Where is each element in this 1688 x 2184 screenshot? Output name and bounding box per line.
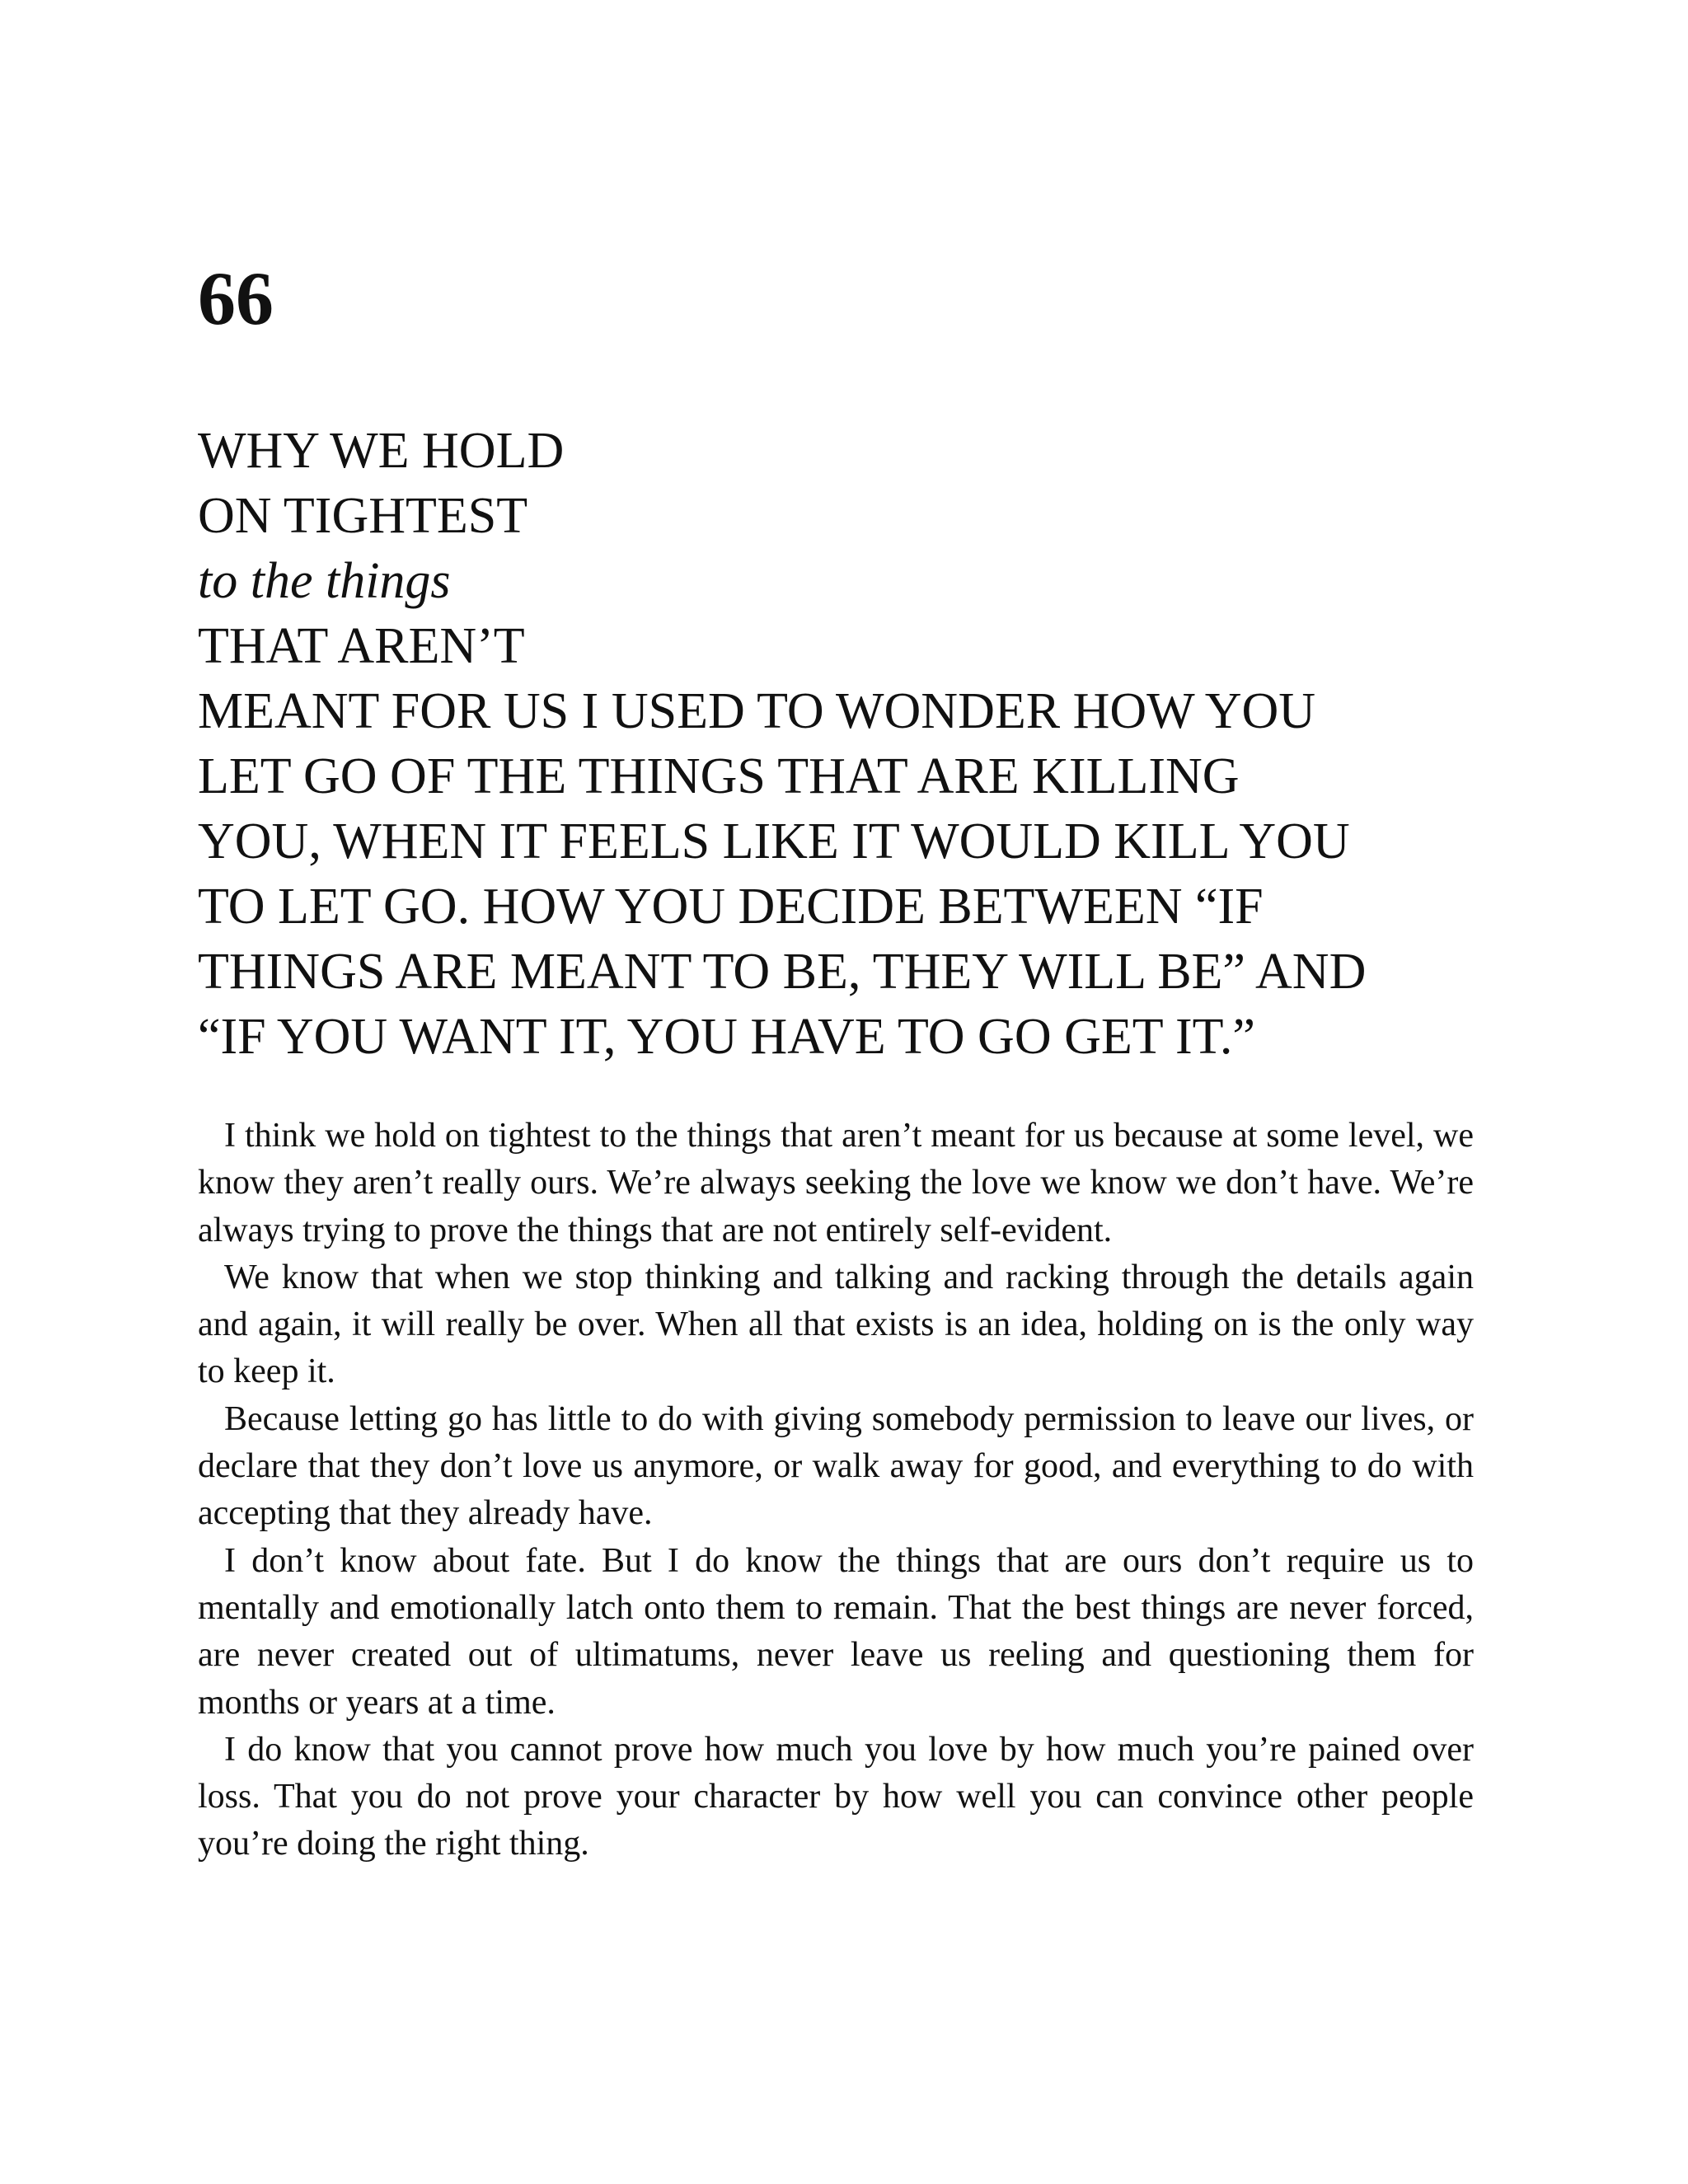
body-paragraph: I don’t know about fate. But I do know the things that are ours don’t require us to mentally and emotionally latch onto them to remain. That the best things are never forced, are never created out of ultimatums, never leave us reeling and questioning them for months or years at a time. — [198, 1541, 1474, 1722]
body-paragraph: Because letting go has little to do with giving somebody permission to leave our lives, or declare that they don’t love us anymore, or walk away for good, and everything to do with accepting that they already have. — [198, 1399, 1474, 1533]
chapter-title-line: THINGS ARE MEANT TO BE, THEY WILL BE” AND — [198, 944, 1367, 1000]
body-paragraph: I think we hold on tightest to the things that aren’t meant for us because at some level, we know they aren’t really ours. We’re always seeking the love we know we don’t have. We’re always trying to prove the things that are not entirely self-evident. — [198, 1117, 1474, 1249]
chapter-title — [198, 419, 1500, 1070]
body-text — [198, 1113, 1474, 1868]
chapter-title-line: WHY WE HOLD — [198, 423, 565, 479]
chapter-title-line: TO LET GO. HOW YOU DECIDE BETWEEN “IF — [198, 879, 1264, 935]
chapter-title-line: LET GO OF THE THINGS THAT ARE KILLING — [198, 748, 1240, 804]
chapter-title-line: ON TIGHTEST — [198, 488, 528, 544]
body-paragraph: We know that when we stop thinking and talking and racking through the details again and again, it will really be over. When all that exists is an idea, holding on is the only way to keep it. — [198, 1258, 1474, 1391]
chapter-title-line: THAT AREN’T — [198, 618, 525, 674]
body-paragraph: I do know that you cannot prove how much you love by how much you’re pained over loss. That you do not prove your character by how well you can convince other people you’re doing the right thing. — [198, 1730, 1474, 1863]
chapter-number: 66 — [198, 256, 274, 340]
chapter-title-line-italic: to the things — [198, 553, 451, 609]
chapter-title-line: YOU, WHEN IT FEELS LIKE IT WOULD KILL YOU — [198, 813, 1350, 869]
chapter-title-line: “IF YOU WANT IT, YOU HAVE TO GO GET IT.” — [198, 1009, 1255, 1065]
chapter-title-line: MEANT FOR US I USED TO WONDER HOW YOU — [198, 683, 1316, 739]
